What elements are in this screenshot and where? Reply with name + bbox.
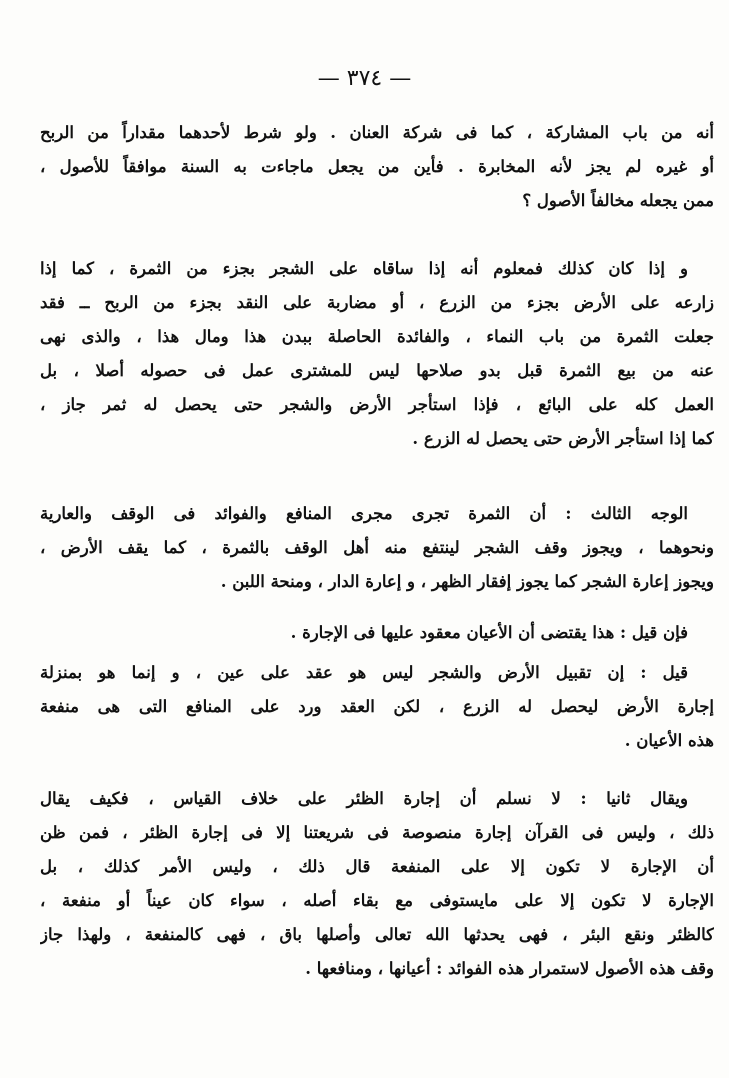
text-line: كما إذا استأجر الأرض حتى يحصل له الزرع . xyxy=(412,429,714,448)
text-line: جعلت الثمرة من باب النماء ، والفائدة الحاصلة ببدن هذا ومال هذا ، والذى نهى xyxy=(40,327,714,346)
text-line: ذلك ، وليس فى القرآن إجارة منصوصة فى شريعتنا إلا فى إجارة الظئر ، فمن ظن xyxy=(40,823,714,842)
paragraph-3 xyxy=(40,497,714,599)
text-line: الوجه الثالث : أن الثمرة تجرى مجرى المنافع والفوائد فى الوقف والعارية xyxy=(40,504,688,523)
text-line: ويقال ثانيا : لا نسلم أن إجارة الظئر على خلاف القياس ، فكيف يقال xyxy=(40,789,688,808)
text-line: و إذا كان كذلك فمعلوم أنه إذا ساقاه على الشجر بجزء من الثمرة ، كما إذا xyxy=(40,259,688,278)
paragraph-4 xyxy=(40,616,714,650)
text-line: إجارة الأرض ليحصل له الزرع ، لكن العقد ورد على المنافع التى هى منفعة xyxy=(40,697,714,716)
text-line: وقف هذه الأصول لاستمرار هذه الفوائد : أعيانها ، ومنافعها . xyxy=(305,959,714,978)
paragraph-2 xyxy=(40,252,714,456)
text-line: زارعه على الأرض بجزء من الزرع ، أو مضاربة على النقد بجزء من الربح ــ فقد xyxy=(40,293,714,312)
text-line: كالظئر ونقع البئر ، فهى يحدثها الله تعالى وأصلها باق ، فهى كالمنفعة ، ولهذا جاز xyxy=(40,925,714,944)
text-line: قيل : إن تقبيل الأرض والشجر ليس هو عقد على عين ، و إنما هو بمنزلة xyxy=(40,663,688,682)
text-line: عنه من بيع الثمرة قبل بدو صلاحها ليس للمشترى عمل فى حصوله أصلا ، بل xyxy=(40,361,714,380)
text-line: فإن قيل : هذا يقتضى أن الأعيان معقود عليها فى الإجارة . xyxy=(290,623,688,642)
text-line: أن الإجارة لا تكون إلا على المنفعة قال ذلك ، وليس الأمر كذلك ، بل xyxy=(40,857,714,876)
paragraph-5 xyxy=(40,656,714,758)
text-line: العمل كله على البائع ، فإذا استأجر الأرض والشجر حتى يحصل له ثمر جاز ، xyxy=(40,395,714,414)
paragraph-6 xyxy=(40,782,714,986)
text-line: ممن يجعله مخالفاً الأصول ؟ xyxy=(522,191,714,210)
text-line: ونحوهما ، ويجوز وقف الشجر لينتفع منه أهل الوقف بالثمرة ، كما يقف الأرض ، xyxy=(40,538,714,557)
text-line: الإجارة لا تكون إلا على مايستوفى مع بقاء أصله ، سواء كان عيناً أو منفعة ، xyxy=(40,891,714,910)
page-number: — ٣٧٤ — xyxy=(317,66,412,91)
text-line: هذه الأعيان . xyxy=(624,731,714,750)
text-line: أو غيره لم يجز لأنه المخابرة . فأين من يجعل ماجاءت به السنة موافقاً للأصول ، xyxy=(40,157,714,176)
paragraph-1 xyxy=(40,116,714,218)
text-line: ويجوز إعارة الشجر كما يجوز إفقار الظهر ، و إعارة الدار ، ومنحة اللبن . xyxy=(220,572,714,591)
text-line: أنه من باب المشاركة ، كما فى شركة العنان . ولو شرط لأحدهما مقداراً من الربح xyxy=(40,123,714,142)
